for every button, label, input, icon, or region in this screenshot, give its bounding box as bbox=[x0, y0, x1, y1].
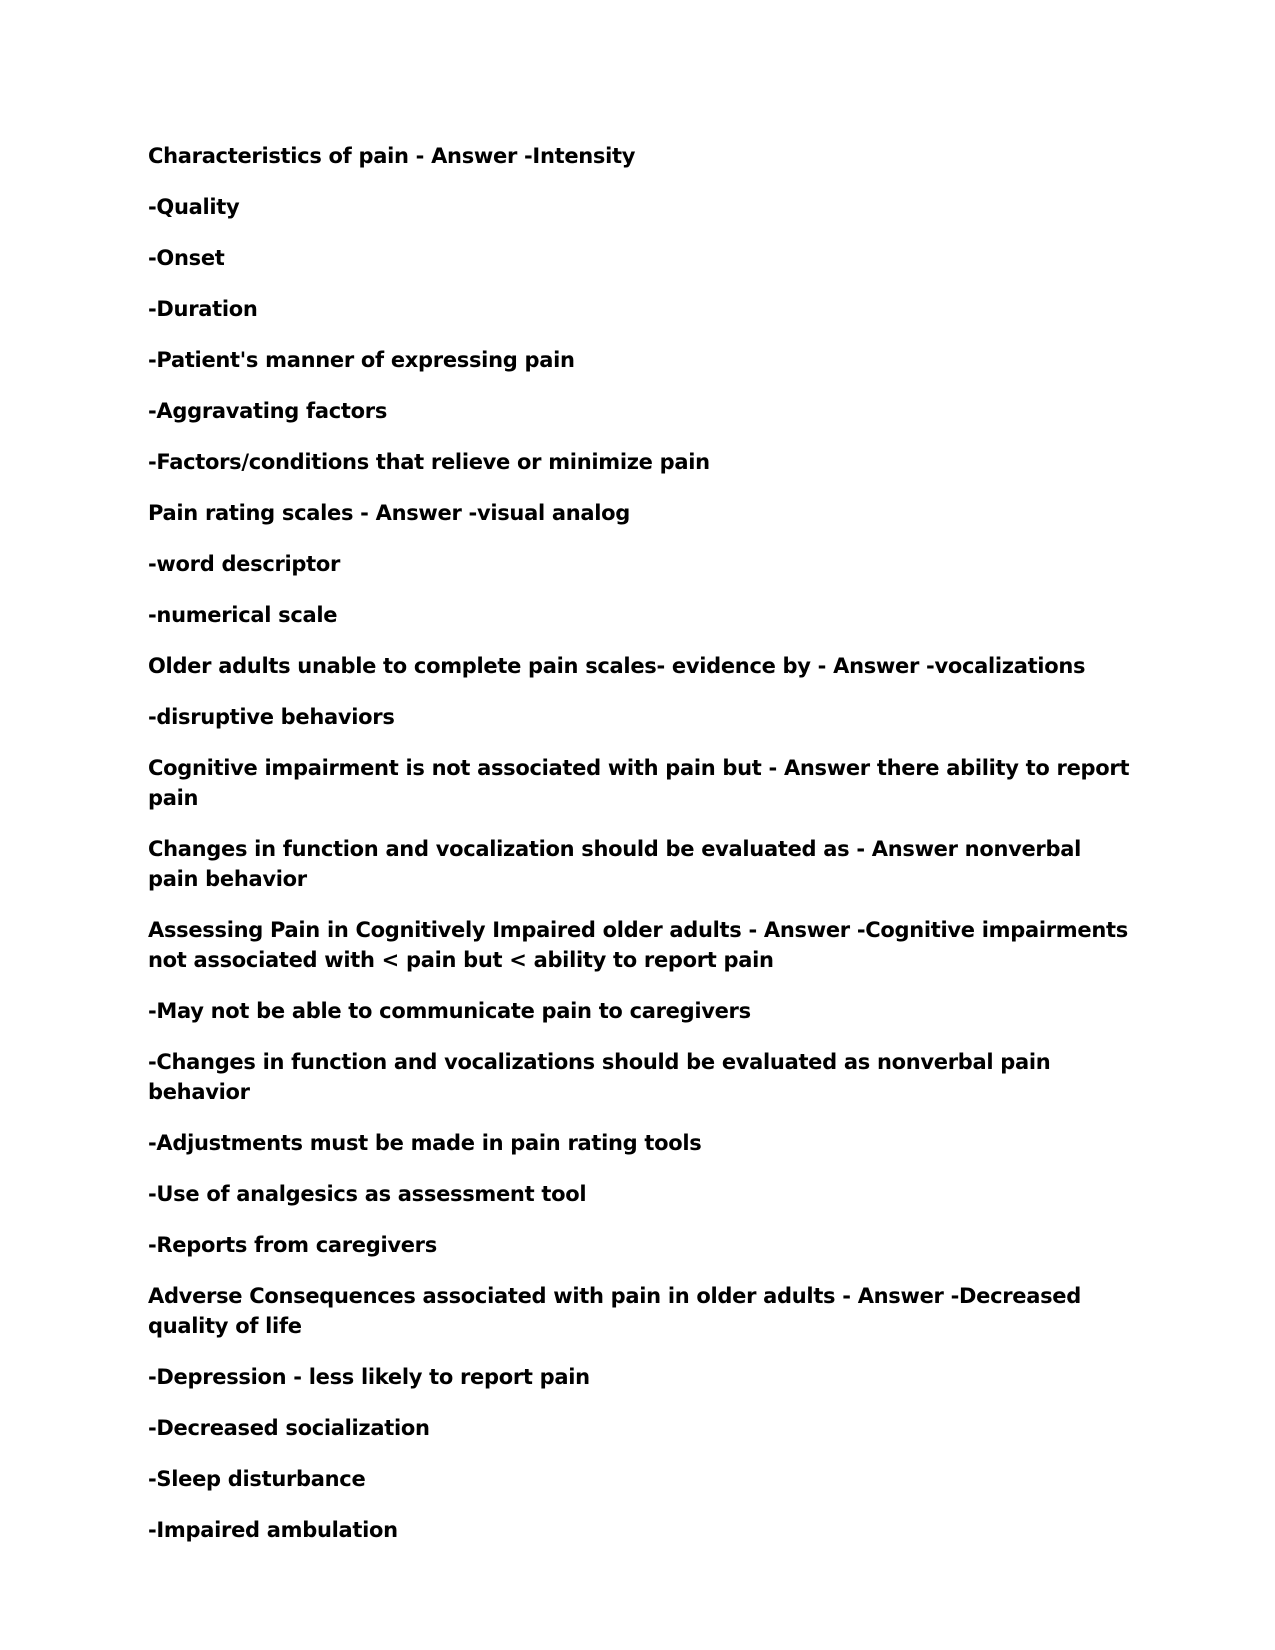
text-line: -Impaired ambulation bbox=[148, 1518, 398, 1542]
text-line: Cognitive impairment is not associated with pain but - Answer there ability to report pain bbox=[148, 756, 1130, 810]
text-line: -Patient's manner of expressing pain bbox=[148, 348, 575, 372]
text-line: -Reports from caregivers bbox=[148, 1233, 437, 1257]
text-line: Adverse Consequences associated with pain in older adults - Answer -Decreased quality of life bbox=[148, 1284, 1081, 1338]
text-line: -disruptive behaviors bbox=[148, 705, 395, 729]
text-line: -numerical scale bbox=[148, 603, 338, 627]
text-line: -Onset bbox=[148, 246, 225, 270]
text-line: Changes in function and vocalization should be evaluated as - Answer nonverbal pain behavior bbox=[148, 837, 1081, 891]
text-line: -Depression - less likely to report pain bbox=[148, 1365, 590, 1389]
text-line: Older adults unable to complete pain scales- evidence by - Answer -vocalizations bbox=[148, 654, 1086, 678]
text-line: -Use of analgesics as assessment tool bbox=[148, 1182, 587, 1206]
text-line: -Duration bbox=[148, 297, 258, 321]
text-line: -Sleep disturbance bbox=[148, 1467, 366, 1491]
text-line: Assessing Pain in Cognitively Impaired older adults - Answer -Cognitive impairments not associated with < pain but < ability to report pain bbox=[148, 918, 1128, 972]
text-line: -Changes in function and vocalizations should be evaluated as nonverbal pain behavior bbox=[148, 1050, 1051, 1104]
text-line: -Decreased socialization bbox=[148, 1416, 430, 1440]
text-line: -Aggravating factors bbox=[148, 399, 388, 423]
text-line: -Adjustments must be made in pain rating tools bbox=[148, 1131, 702, 1155]
text-line: -Quality bbox=[148, 195, 240, 219]
text-line: -May not be able to communicate pain to caregivers bbox=[148, 999, 751, 1023]
text-line: -word descriptor bbox=[148, 552, 341, 576]
text-line: Pain rating scales - Answer -visual analog bbox=[148, 501, 631, 525]
document-body bbox=[148, 141, 1138, 1566]
text-line: Characteristics of pain - Answer -Intensity bbox=[148, 144, 636, 168]
text-line: -Factors/conditions that relieve or minimize pain bbox=[148, 450, 710, 474]
